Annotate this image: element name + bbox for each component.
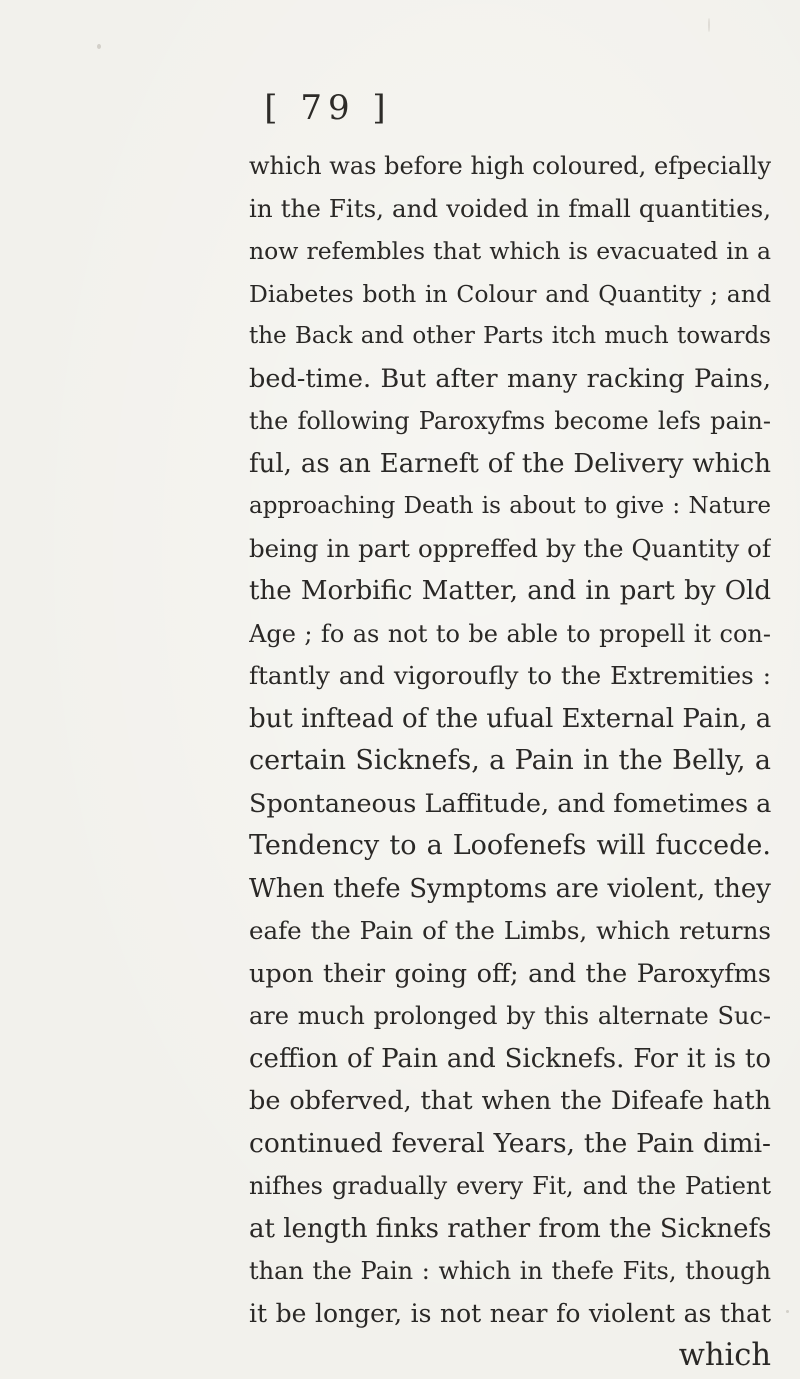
text-line: When thefe Symptoms are violent, they [249,873,771,904]
text-line: Spontaneous Laffitude, and fometimes a [249,788,771,819]
text-line: bed-time. But after many racking Pains, [249,363,771,394]
text-line: being in part oppreffed by the Quantity of [249,533,771,563]
text-line: Age ; fo as not to be able to propell it con- [249,619,771,648]
text-line: approaching Death is about to give : Nature [249,493,771,519]
text-line: which [678,1338,771,1373]
text-line: than the Pain : which in thefe Fits, though [249,1257,771,1285]
text-line: which was before high coloured, efpecially [249,152,771,180]
paper-speck [786,1310,789,1313]
text-line: continued feveral Years, the Pain dimi- [249,1127,771,1159]
text-line: nifhes gradually every Fit, and the Patient [249,1172,771,1200]
text-line: ceffion of Pain and Sicknefs. For it is to [249,1043,771,1074]
text-line: now refembles that which is evacuated in a [249,237,771,265]
text-line: eafe the Pain of the Limbs, which returns [249,916,771,945]
text-line: ftantly and vigoroufly to the Extremities : [249,661,771,690]
text-line: the Morbific Matter, and in part by Old [249,576,771,606]
text-line: at length finks rather from the Sicknefs [249,1213,771,1244]
text-line: be obferved, that when the Difeafe hath [249,1086,771,1116]
paper-speck [97,44,101,49]
page-number: [ 79 ] [264,88,392,128]
paper-speck [708,18,710,32]
text-line: the Back and other Parts itch much towards [249,323,771,349]
text-line: in the Fits, and voided in fmall quantities, [249,193,771,223]
text-line: are much prolonged by this alternate Suc- [249,1002,771,1030]
text-line: upon their going off; and the Paroxyfms [249,958,771,989]
text-line: the following Paroxyfms become lefs pain- [249,407,771,435]
text-line: certain Sicknefs, a Pain in the Belly, a [249,745,771,776]
text-line: but inftead of the ufual External Pain, a [249,703,771,734]
text-line: it be longer, is not near fo violent as that [249,1298,771,1328]
text-line: Tendency to a Loofenefs will fuccede. [249,830,771,861]
text-line: ful, as an Earneft of the Delivery which [249,448,771,479]
text-line: Diabetes both in Colour and Quantity ; and [249,279,771,308]
